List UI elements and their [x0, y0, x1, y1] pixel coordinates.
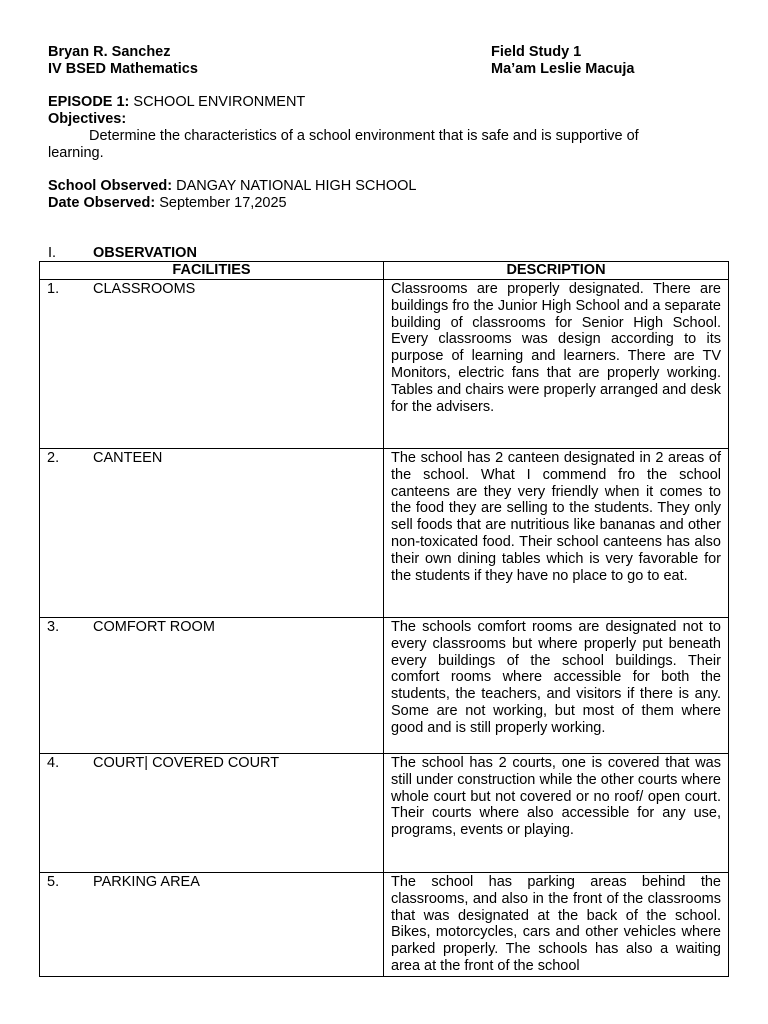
facility-cell — [40, 449, 384, 618]
facility-name: COMFORT ROOM — [93, 619, 215, 635]
objectives-text: Determine the characteristics of a school environment that is safe and is supportive of learning. — [48, 128, 639, 161]
facility-cell — [40, 873, 384, 977]
episode-label: EPISODE 1: — [48, 94, 130, 110]
section-title: OBSERVATION — [93, 245, 197, 261]
row-number: 5. — [47, 874, 60, 890]
table-header-row — [40, 262, 729, 280]
description-cell: The school has parking areas behind the classrooms, and also in the front of the classrooms that was designated at the back of the school. Bikes, motorcycles, cars and other vehicles where parked properly. The schools has also a waiting area at the front of the school — [384, 873, 729, 977]
section-number: I. — [48, 245, 57, 261]
table-row — [40, 449, 729, 618]
table-row — [40, 873, 729, 977]
school-observed — [48, 178, 417, 195]
student-course: IV BSED Mathematics — [48, 60, 198, 77]
row-number: 1. — [47, 281, 60, 297]
facility-name: COURT| COVERED COURT — [93, 755, 280, 771]
episode-title: SCHOOL ENVIRONMENT — [133, 94, 306, 110]
description-cell: The school has 2 courts, one is covered that was still under construction while the other courts where whole court but not covered or no roof/ open court. Their courts where also accessible for any use, programs, events or playing. — [384, 754, 729, 873]
episode-heading — [48, 94, 305, 111]
facility-cell — [40, 280, 384, 449]
date-value: September 17,2025 — [159, 195, 287, 211]
facility-name: CANTEEN — [93, 450, 163, 466]
row-number: 4. — [47, 755, 60, 771]
table-row — [40, 618, 729, 754]
table-row — [40, 280, 729, 449]
objectives-label: Objectives: — [48, 111, 127, 127]
observation-table — [39, 261, 729, 977]
school-value: DANGAY NATIONAL HIGH SCHOOL — [176, 178, 417, 194]
description-cell: Classrooms are properly designated. There are buildings fro the Junior High School and a separate building of classrooms for Senior High School. Every classrooms was design according to its purpose of learning and learners. There are TV Monitors, electric fans that are properly working. Tables and chairs were properly arranged and desk for the advisers. — [384, 280, 729, 449]
description-cell: The school has 2 canteen designated in 2 areas of the school. What I commend fro the school canteens are they very friendly when it comes to the food they are selling to the students. They only sell foods that are nutritious like bananas and other non-toxicated food. Their school canteens has also their own dining tables which is very favorable for the students if they have no place to go to eat. — [384, 449, 729, 618]
column-header-facilities: FACILITIES — [40, 262, 384, 280]
instructor-name: Ma’am Leslie Macuja — [491, 60, 635, 77]
facility-name: CLASSROOMS — [93, 281, 196, 297]
school-label: School Observed: — [48, 178, 173, 194]
facility-cell — [40, 754, 384, 873]
table-row — [40, 754, 729, 873]
header-left — [48, 44, 198, 78]
row-number: 2. — [47, 450, 60, 466]
description-cell: The schools comfort rooms are designated not to every classrooms but where properly put beneath every buildings of the school buildings. Their comfort rooms where accessible for both the students, the teachers, and visitors if there is any. Some are not working, but most of them where good and is still properly working. — [384, 618, 729, 754]
facility-cell — [40, 618, 384, 754]
date-observed — [48, 195, 287, 212]
column-header-description: DESCRIPTION — [384, 262, 729, 280]
date-label: Date Observed: — [48, 195, 156, 211]
subject-title: Field Study 1 — [491, 44, 582, 60]
section-heading — [48, 245, 197, 262]
facility-name: PARKING AREA — [93, 874, 200, 890]
row-number: 3. — [47, 619, 60, 635]
header-right — [491, 44, 634, 78]
student-name: Bryan R. Sanchez — [48, 44, 171, 60]
